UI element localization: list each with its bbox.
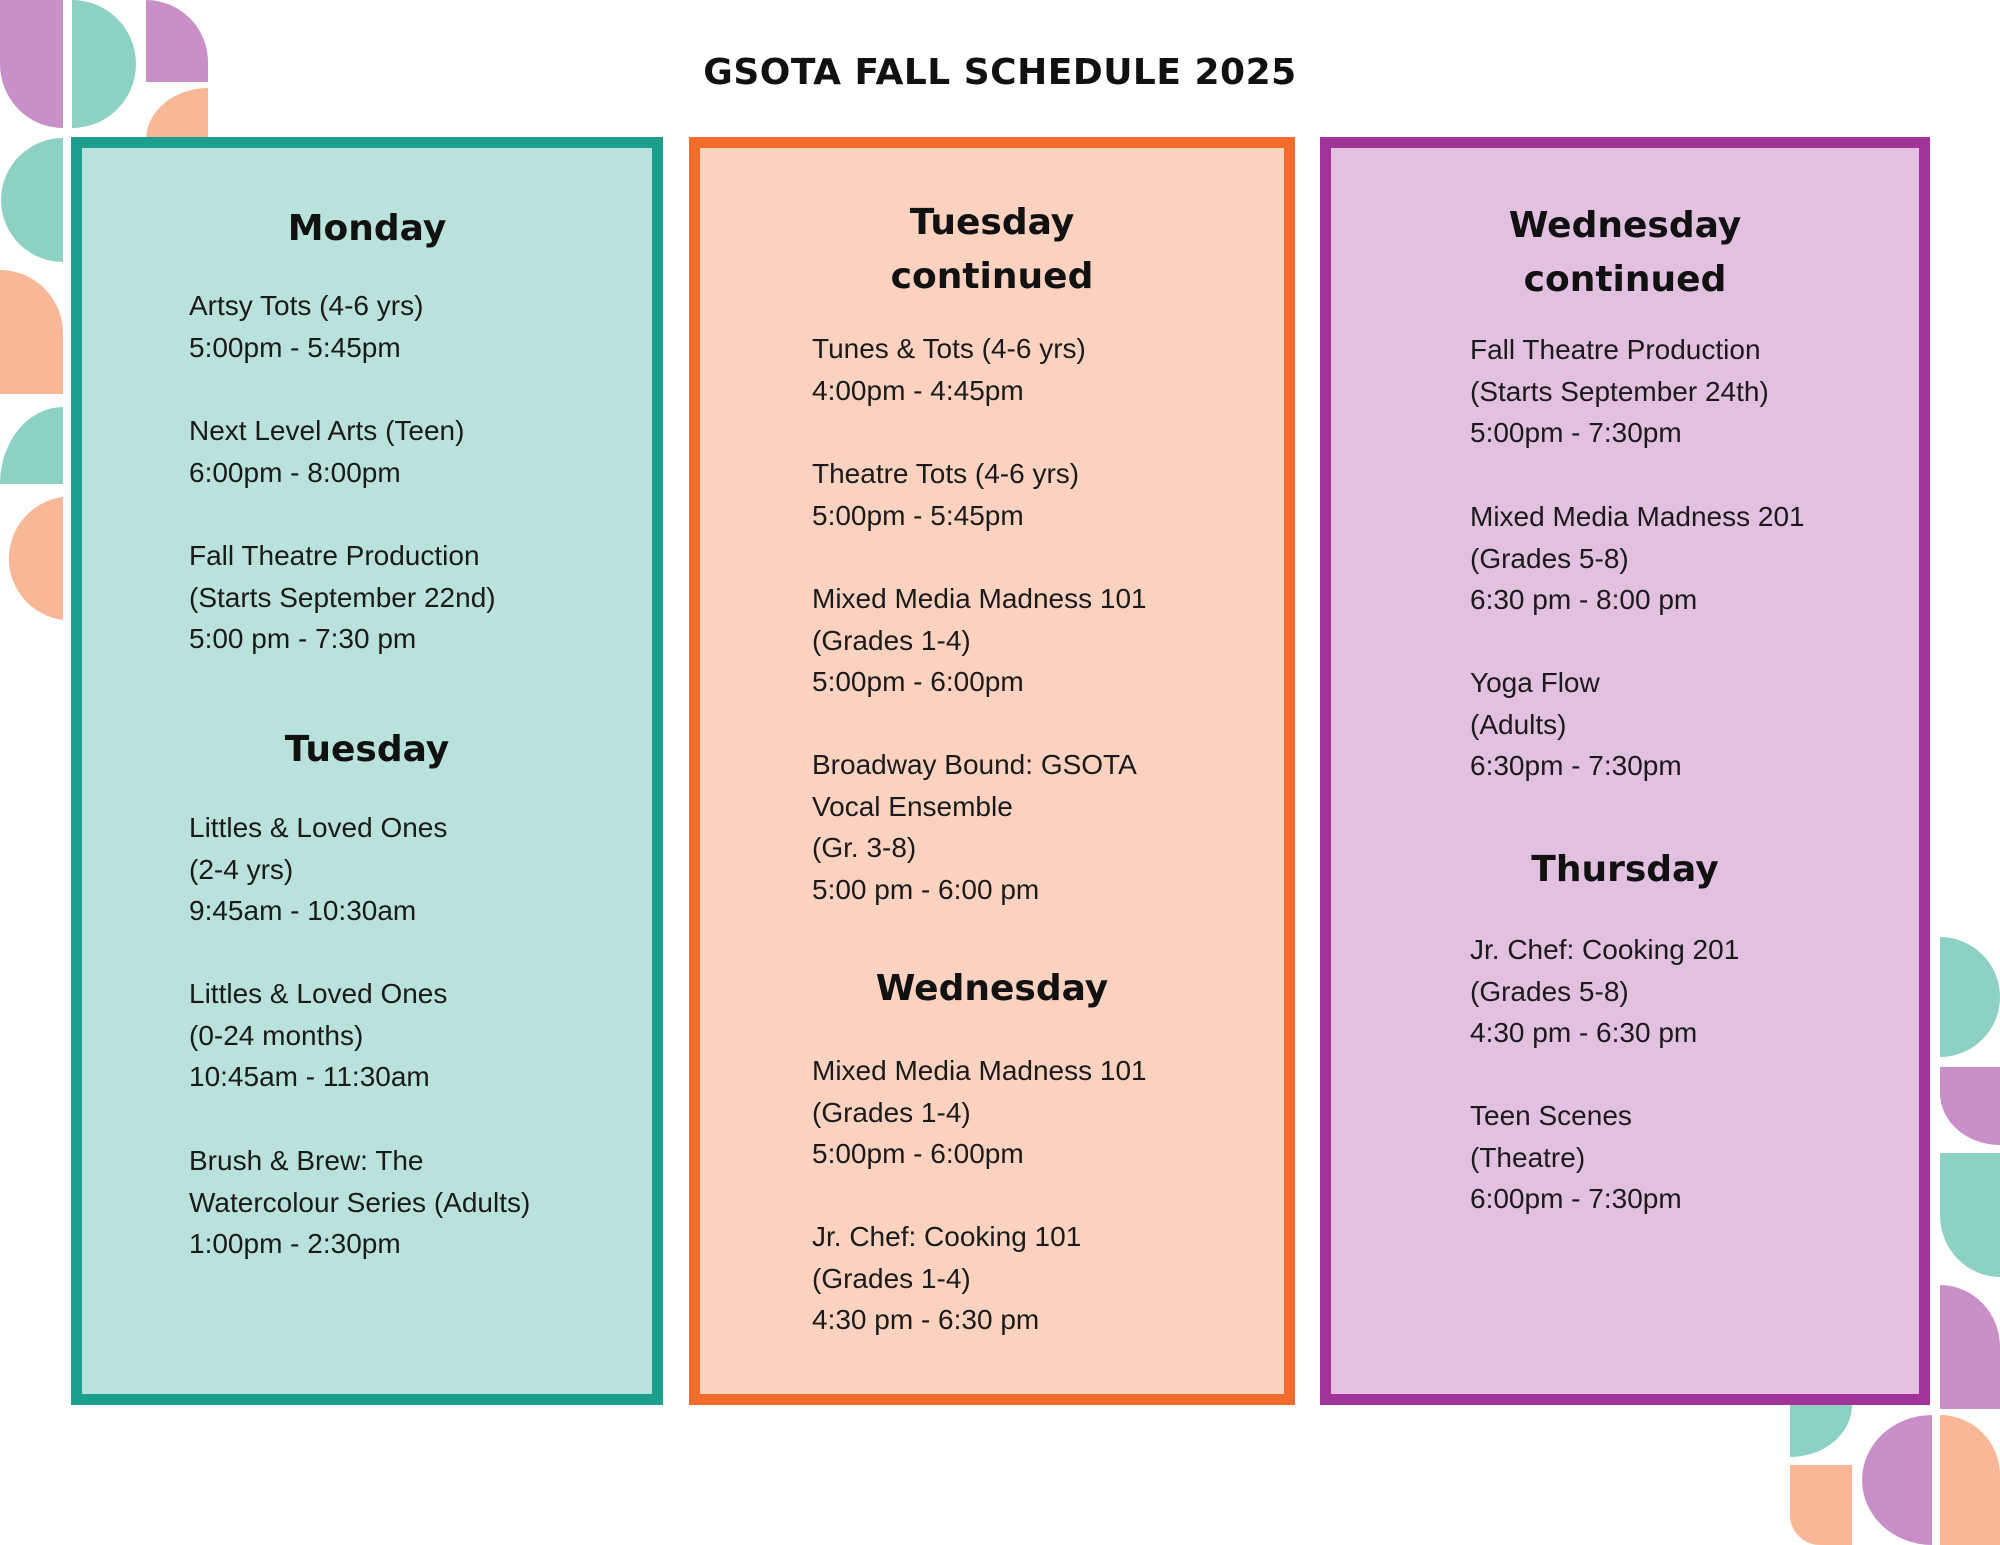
class-entry: Mixed Media Madness 101 (Grades 1-4) 5:00pm - 6:00pm — [812, 1055, 1147, 1170]
class-entry: Fall Theatre Production (Starts September 22nd) 5:00 pm - 7:30 pm — [189, 540, 496, 655]
class-entry: Fall Theatre Production (Starts September 24th) 5:00pm - 7:30pm — [1470, 334, 1769, 449]
class-entry: Tunes & Tots (4-6 yrs) 4:00pm - 4:45pm — [812, 333, 1086, 406]
class-entry: Theatre Tots (4-6 yrs) 5:00pm - 5:45pm — [812, 458, 1080, 531]
class-entry: Jr. Chef: Cooking 101 (Grades 1-4) 4:30 pm - 6:30 pm — [812, 1221, 1082, 1336]
day-heading-monday: Monday — [287, 208, 447, 249]
class-entry: Mixed Media Madness 201 (Grades 5-8) 6:30 pm - 8:00 pm — [1470, 501, 1805, 616]
class-entry: Artsy Tots (4-6 yrs) 5:00pm - 5:45pm — [189, 290, 424, 363]
class-entry: Teen Scenes (Theatre) 6:00pm - 7:30pm — [1470, 1100, 1682, 1215]
class-entry: Yoga Flow (Adults) 6:30pm - 7:30pm — [1470, 667, 1682, 782]
day-heading-tuesday-continued: Tuesday continued — [890, 202, 1094, 297]
class-entry: Littles & Loved Ones (2-4 yrs) 9:45am - 10:30am — [189, 812, 448, 927]
page-title: GSOTA FALL SCHEDULE 2025 — [703, 52, 1297, 93]
class-entry: Jr. Chef: Cooking 201 (Grades 5-8) 4:30 pm - 6:30 pm — [1470, 934, 1740, 1049]
class-entry: Broadway Bound: GSOTA Vocal Ensemble (Gr. 3-8) 5:00 pm - 6:00 pm — [812, 749, 1137, 906]
schedule-column-wednesday-thursday — [1320, 137, 1930, 1405]
day-heading-thursday: Thursday — [1531, 849, 1719, 890]
class-entry: Brush & Brew: The Watercolour Series (Adults) 1:00pm - 2:30pm — [189, 1145, 531, 1260]
schedule-column-tuesday-wednesday — [689, 137, 1295, 1405]
schedule-column-monday-tuesday — [71, 137, 663, 1405]
class-entry: Littles & Loved Ones (0-24 months) 10:45am - 11:30am — [189, 978, 448, 1093]
class-entry: Mixed Media Madness 101 (Grades 1-4) 5:00pm - 6:00pm — [812, 583, 1147, 698]
day-heading-wednesday-continued: Wednesday continued — [1508, 205, 1742, 300]
class-entry: Next Level Arts (Teen) 6:00pm - 8:00pm — [189, 415, 465, 488]
day-heading-tuesday: Tuesday — [284, 729, 450, 770]
day-heading-wednesday: Wednesday — [875, 968, 1109, 1009]
